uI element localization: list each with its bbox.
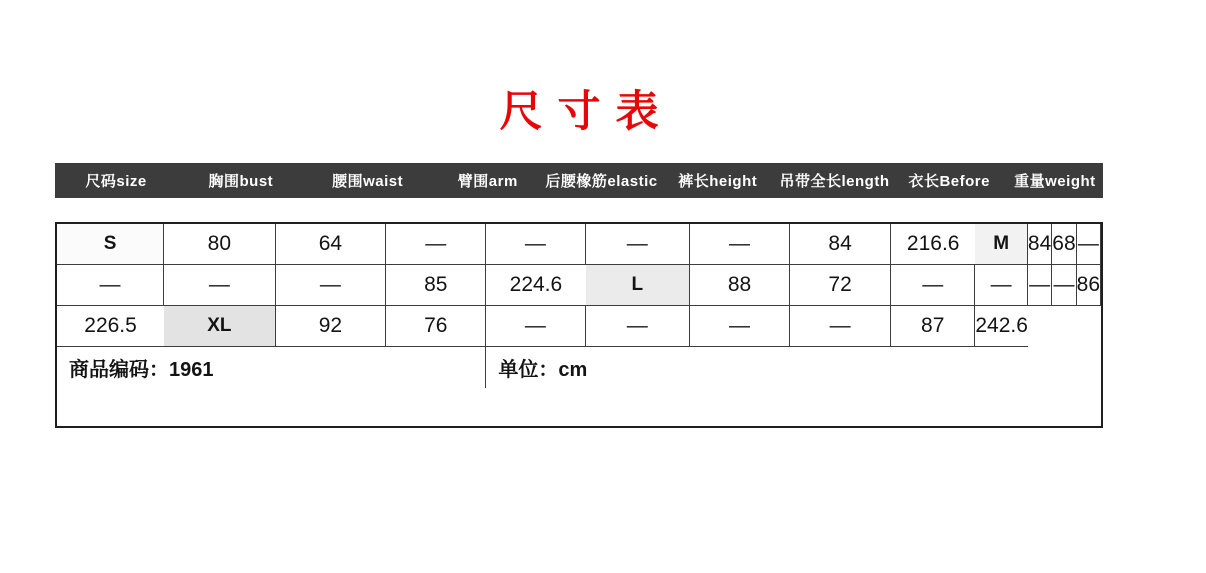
value-cell: —	[164, 265, 276, 306]
value-cell: 88	[690, 265, 790, 306]
value-cell: —	[586, 224, 690, 265]
column-header-waist: 腰围waist	[332, 173, 404, 190]
value-cell: 226.5	[57, 306, 164, 347]
value-cell: —	[891, 265, 975, 306]
value-cell: —	[386, 224, 486, 265]
value-cell: —	[690, 224, 790, 265]
product-code-cell: 商品编码：1961	[57, 347, 486, 388]
value-cell: —	[1077, 224, 1101, 265]
value-cell: 216.6	[891, 224, 975, 265]
value-cell: —	[790, 306, 891, 347]
value-cell: —	[586, 306, 690, 347]
value-cell: 92	[276, 306, 387, 347]
value-cell: —	[57, 265, 164, 306]
value-cell: 86	[1077, 265, 1101, 306]
value-cell: 87	[891, 306, 975, 347]
value-cell: 80	[164, 224, 276, 265]
column-header-before: 衣长Before	[908, 173, 990, 190]
value-cell: 224.6	[486, 265, 585, 306]
column-header-arm: 臂围arm	[457, 173, 518, 190]
column-header-size: 尺码size	[85, 173, 147, 190]
size-table-body	[55, 222, 1103, 428]
value-cell: 76	[386, 306, 486, 347]
value-cell: 72	[790, 265, 891, 306]
column-header-length: 吊带全长length	[779, 173, 890, 190]
value-cell: —	[276, 265, 387, 306]
value-cell: —	[1052, 265, 1076, 306]
size-cell: XL	[164, 306, 276, 347]
column-header-height: 裤长height	[678, 173, 758, 190]
size-table-header-row	[55, 163, 1103, 198]
unit-cell: 单位：cm	[498, 359, 588, 381]
column-header-elastic: 后腰橡筋elastic	[545, 173, 658, 190]
value-cell: 68	[1052, 224, 1076, 265]
value-cell: —	[1028, 265, 1052, 306]
value-cell: —	[690, 306, 790, 347]
column-header-weight: 重量weight	[1014, 173, 1096, 190]
value-cell: 84	[1028, 224, 1052, 265]
value-cell: 64	[276, 224, 387, 265]
size-cell: M	[975, 224, 1028, 265]
size-cell: S	[57, 224, 164, 265]
value-cell: 84	[790, 224, 891, 265]
value-cell: 85	[386, 265, 486, 306]
value-cell: —	[975, 265, 1028, 306]
value-cell: 242.6	[975, 306, 1028, 347]
value-cell: —	[486, 306, 585, 347]
value-cell: —	[486, 224, 585, 265]
column-header-bust: 胸围bust	[208, 173, 274, 190]
page-title: 尺寸表	[499, 88, 674, 136]
size-cell: L	[586, 265, 690, 306]
